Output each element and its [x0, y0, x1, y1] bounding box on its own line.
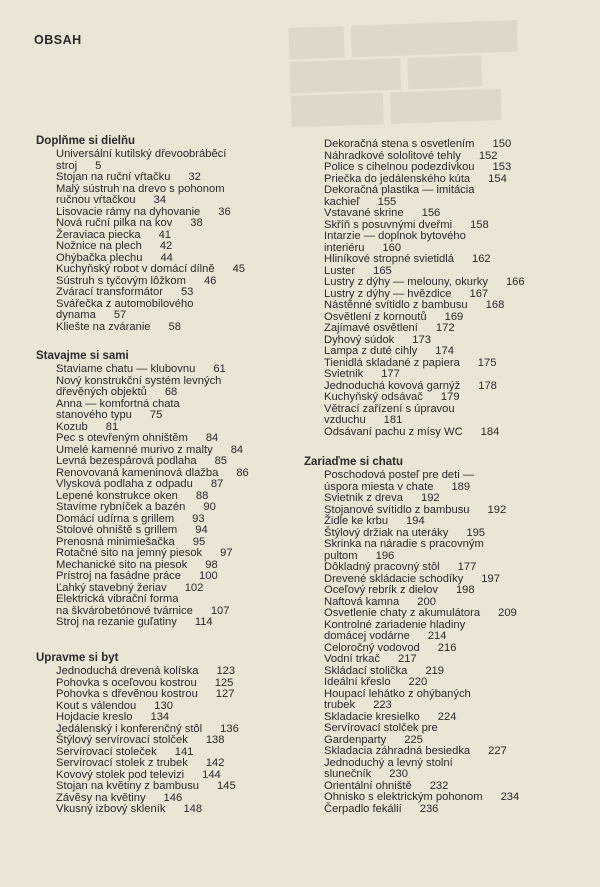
toc-page-number: 57 [113, 309, 127, 321]
toc-entry [36, 364, 298, 376]
toc-entry-title: Prístroj na fasádne práce [56, 570, 181, 582]
toc-entry-title: Renovovaná kameninová dlažba [56, 466, 219, 479]
section-stavajme-si-sami [36, 350, 298, 629]
toc-entry-title: Lepené konstrukce oken [56, 489, 178, 502]
toc-entry-title: Lampa z duté cihly [324, 345, 418, 357]
toc-page-number: 195 [466, 526, 486, 539]
toc-page-number: 177 [457, 561, 477, 573]
toc-page-number: 90 [203, 501, 216, 513]
toc-page-number: 141 [174, 745, 194, 758]
toc-entry-title: Anna — komfortná chata [56, 397, 180, 410]
toc-entry-title: Umelé kamenné murivo z malty [56, 443, 213, 456]
toc-entry-title: slunečník [324, 768, 372, 780]
toc-entry-title: Svietnik z dreva [324, 492, 403, 504]
section-title: Doplňme si dielňu [36, 135, 136, 147]
toc-page-number: 192 [420, 492, 440, 504]
toc-page-number: 86 [236, 466, 249, 479]
toc-entry [36, 149, 298, 172]
toc-page-number: 45 [232, 263, 246, 275]
toc-entry [304, 162, 566, 174]
toc-page-number: 93 [192, 512, 205, 525]
toc-entry [304, 516, 566, 528]
toc-page-number: 194 [406, 515, 425, 527]
toc-page-number: 75 [149, 409, 163, 421]
toc-entry [304, 254, 566, 266]
toc-entry [304, 427, 566, 439]
toc-page-number: 68 [164, 386, 178, 398]
toc-entry-title: Pohovka s oceľovou kostrou [56, 676, 197, 689]
toc-entry-title: dynama [56, 309, 96, 321]
toc-page-number: 223 [373, 699, 392, 711]
toc-page-number: 42 [159, 240, 173, 252]
toc-entry-title: Stojan na ruční vŕtačku [56, 171, 171, 183]
toc-entry [36, 479, 298, 491]
toc-entry [304, 689, 566, 712]
toc-entry [304, 562, 566, 574]
toc-page-number: 152 [478, 149, 498, 162]
toc-page-number: 87 [210, 478, 224, 490]
toc-entry-title: Tienidlá skladané z papiera [324, 356, 460, 369]
toc-page-number: 130 [154, 699, 173, 712]
toc-entry-title: Kout s válendou [56, 699, 137, 712]
toc-entry-title: Houpací lehátko z ohýbaných [324, 687, 471, 700]
toc-entry [36, 456, 298, 468]
toc-entry-title: Luster [324, 264, 356, 277]
toc-entry-title: Lisovacie rámy na dyhovanie [56, 205, 201, 218]
toc-entry-title: na škvárobetónové tvárnice [56, 604, 193, 617]
toc-entry [304, 369, 566, 381]
toc-entry-title: Dekoračná plastika — imitácia [324, 184, 475, 196]
toc-entry [304, 208, 566, 220]
toc-page-number: 220 [408, 676, 428, 688]
toc-page-number: 166 [505, 276, 525, 288]
toc-entry [304, 746, 566, 758]
page-title: OBSAH [34, 33, 82, 47]
toc-page-number: 169 [444, 310, 464, 323]
toc-entry-title: Servírovací stoleček [56, 745, 157, 758]
toc-page-number: 192 [487, 503, 507, 516]
toc-entry [36, 689, 298, 701]
toc-entry [304, 139, 566, 151]
toc-entry-title: Vkusný izbový skleník [56, 803, 166, 815]
toc-entry-title: Dekoračná stena s osvetlením [324, 138, 475, 150]
toc-entry [36, 571, 298, 583]
toc-entry-title: Poschodová posteľ pre deti — [324, 469, 475, 481]
toc-entry-title: Mechanické sito na piesok [56, 558, 188, 571]
toc-page-number: 53 [180, 286, 194, 298]
toc-entry-title: Jednoduchá kovová garnýž [324, 379, 461, 392]
toc-entry-title: Nožnice na plech [56, 240, 142, 252]
toc-page-number: 168 [485, 299, 505, 311]
toc-page-number: 5 [95, 159, 102, 172]
toc-entry-title: ručnou vŕtačkou [56, 194, 136, 206]
toc-entry-title: Jednoduchý a levný stolní [324, 756, 453, 769]
toc-entry-title: Svářečka z automobilového [56, 297, 194, 310]
bleed-through-text: ███ █████████ ██████ ████ █████ ██████ [288, 19, 518, 126]
toc-entry [36, 758, 298, 770]
toc-entry-title: Staviame chatu — klubovnu [56, 363, 196, 375]
toc-entry-title: Vĕtrací zařízení s úpravou [324, 402, 455, 415]
toc-page-number: 177 [381, 368, 400, 380]
toc-entry-title: Nová ruční pilka na kov [56, 217, 173, 229]
toc-entry-title: Osvetlenie chaty z akumulátora [324, 607, 481, 619]
toc-page-number: 107 [210, 604, 230, 617]
toc-entry-title: Gardenparty [324, 733, 387, 746]
section-upravme-si-byt [36, 652, 298, 816]
toc-entry-title: Zajímavé osvĕtlení [324, 322, 418, 334]
toc-page-number: 174 [435, 345, 454, 357]
toc-entry-title: úspora miesta v chate [324, 480, 434, 493]
toc-entry [304, 608, 566, 620]
toc-page-number: 145 [217, 780, 236, 792]
toc-page-number: 224 [437, 710, 457, 723]
toc-entry-title: Stavíme rybníček a bazén [56, 501, 186, 513]
toc-entry-title: pultom [324, 549, 358, 562]
toc-entry [304, 392, 566, 404]
toc-entry-title: Kontrolné zariadenie hladiny [324, 618, 466, 631]
toc-entry-title: Dôkladný pracovný stôl [324, 561, 440, 573]
toc-entry [36, 804, 298, 816]
toc-page-number: 165 [373, 264, 392, 277]
toc-page-number: 230 [389, 768, 408, 780]
toc-entry-title: Ohýbačka plechu [56, 251, 143, 264]
toc-entry-title: Sústruh s tyčovým lôžkom [56, 274, 186, 287]
toc-entry-title: Dyhový súdok [324, 333, 395, 346]
toc-entry-title: Police s cihelnou podezdívkou [324, 161, 475, 173]
toc-page-number: 100 [199, 570, 218, 582]
toc-entry [36, 594, 298, 617]
toc-page-number: 58 [168, 320, 181, 333]
toc-entry [304, 620, 566, 643]
toc-page-number: 198 [455, 584, 475, 596]
toc-entry-title: Drevené skládacie schodíky [324, 572, 464, 585]
toc-page-number: 134 [150, 711, 170, 723]
toc-entry [36, 735, 298, 747]
toc-entry-title: Jedálenský i konferenčný stôl [56, 722, 203, 735]
toc-entry-title: Skladacia záhradná besiedka [324, 745, 471, 757]
toc-page-number: 200 [417, 595, 436, 608]
toc-entry [304, 654, 566, 666]
toc-entry-title: Stolové ohništĕ s grillem [56, 524, 178, 536]
toc-entry [304, 300, 566, 312]
toc-entry-title: Vstavané skrine [324, 207, 404, 219]
toc-entry [304, 185, 566, 208]
toc-page-number: 102 [184, 581, 204, 594]
toc-entry-title: Universální kutilský dřevoobrábĕcí [56, 148, 227, 160]
toc-entry-title: Ideální křeslo [324, 676, 391, 688]
toc-entry-title: Servírovací stolček pre [324, 722, 438, 734]
section-doplnme-si-dielnu [36, 135, 298, 333]
toc-page-number: 138 [205, 734, 225, 746]
toc-page-number: 36 [218, 205, 231, 218]
toc-page-number: 153 [492, 161, 512, 173]
toc-page-number: 154 [488, 172, 507, 185]
toc-page-number: 158 [470, 218, 489, 231]
toc-page-number: 127 [215, 688, 235, 700]
toc-entry [36, 184, 298, 207]
toc-page-number: 136 [220, 722, 239, 735]
toc-entry-title: Odsávaní pachu z mísy WC [324, 425, 463, 438]
toc-page-number: 227 [488, 745, 507, 757]
toc-entry [304, 277, 566, 289]
toc-entry [36, 712, 298, 724]
toc-entry-title: trubek [324, 699, 356, 711]
toc-entry-title: Pohovka s dřevĕnou kostrou [56, 688, 198, 700]
toc-page-number: 95 [192, 535, 206, 548]
toc-entry-title: Náhradkové sololitové tehly [324, 149, 461, 162]
section-title: Upravme si byt [36, 652, 119, 664]
toc-page-number: 196 [375, 549, 395, 562]
toc-page-number: 61 [213, 363, 226, 375]
toc-entry-title: Štýlový držiak na uteráky [324, 526, 449, 539]
toc-page-number: 150 [492, 138, 512, 150]
toc-page-number: 155 [377, 195, 397, 208]
toc-entry-title: Skládací stolička [324, 664, 408, 677]
toc-entry-title: vzduchu [324, 414, 366, 426]
toc-entry-title: Orientální ohniště [324, 779, 412, 792]
toc-entry [36, 525, 298, 537]
toc-entry-title: domácej vodárne [324, 630, 410, 642]
toc-entry [304, 585, 566, 597]
toc-entry-title: Malý sústruh na drevo s pohonom [56, 182, 225, 195]
toc-entry-title: stroj [56, 159, 78, 172]
toc-page-number: 232 [429, 779, 449, 792]
toc-entry-title: Vlysková podlaha z odpadu [56, 478, 193, 490]
toc-entry-title: Servírovací stolek z trubek [56, 757, 188, 769]
toc-entry-title: Kuchyňský odsávač [324, 391, 423, 403]
toc-entry [304, 804, 566, 816]
toc-entry-title: Stojan na kvĕtiny z bambusu [56, 780, 200, 792]
toc-page-number: 184 [480, 425, 500, 438]
toc-entry-title: Kuchyňský robot v domácí dílnĕ [56, 263, 215, 275]
toc-entry-title: Skrinka na náradie s pracovným [324, 538, 484, 550]
toc-page-number: 234 [500, 791, 520, 803]
toc-entry [36, 241, 298, 253]
toc-page-number: 125 [214, 676, 234, 689]
section-upravme-si-byt-continued [304, 139, 566, 438]
toc-entry [304, 404, 566, 427]
toc-entry-title: Ľahký stavebný žeriav [56, 581, 167, 594]
toc-entry-title: Naftová kamna [324, 595, 400, 608]
section-zariadme-si-chatu [304, 456, 566, 815]
toc-entry [304, 231, 566, 254]
toc-page-number: 225 [404, 733, 423, 746]
toc-entry-title: Celoročný vodovod [324, 641, 420, 654]
toc-entry-title: Skladacie kresielko [324, 710, 420, 723]
toc-entry [36, 502, 298, 514]
toc-page-number: 219 [425, 664, 444, 677]
toc-entry [304, 470, 566, 493]
toc-page-number: 217 [397, 653, 417, 665]
toc-entry-title: Elektrická vibrační forma [56, 593, 179, 605]
toc-page-number: 88 [195, 489, 209, 502]
section-title: Stavajme si sami [36, 350, 129, 362]
toc-page-number: 85 [214, 455, 228, 467]
toc-entry-title: Domácí udírna s grillem [56, 512, 175, 525]
toc-page-number: 98 [205, 558, 218, 571]
toc-page-number: 175 [477, 356, 497, 369]
toc-page-number: 167 [469, 287, 489, 300]
toc-entry-title: Stojanové svítidlo z bambusu [324, 503, 470, 516]
toc-entry-title: Závĕsy na kvĕtiny [56, 791, 146, 804]
toc-page-number: 197 [481, 572, 500, 585]
toc-page-number: 144 [202, 768, 221, 781]
toc-entry [304, 677, 566, 689]
toc-entry-title: Intarzie — doplnok bytového [324, 230, 466, 242]
toc-entry-title: Oceľový rebrík z dielov [324, 584, 438, 596]
toc-entry [304, 323, 566, 335]
toc-page-number: 41 [158, 228, 172, 241]
toc-page-number: 32 [188, 171, 201, 183]
toc-page-number: 46 [203, 274, 217, 287]
toc-page-number: 142 [205, 757, 225, 769]
toc-page-number: 114 [194, 616, 213, 628]
toc-page-number: 162 [471, 253, 491, 265]
toc-entry-title: Stroj na rezanie guľatiny [56, 616, 177, 628]
toc-page-number: 216 [437, 641, 457, 654]
toc-page-number: 148 [183, 803, 203, 815]
toc-page-number: 156 [421, 207, 441, 219]
toc-entry [36, 322, 298, 334]
toc-entry [36, 548, 298, 560]
toc-entry-title: Nástĕnné svítidlo z bambusu [324, 299, 468, 311]
toc-entry [304, 758, 566, 781]
toc-entry-title: Židle ke krbu [324, 515, 389, 527]
toc-entry-title: Levná bezespárová podlaha [56, 455, 197, 467]
toc-page-number: 173 [412, 333, 431, 346]
toc-entry-title: Priečka do jedálenského kúta [324, 172, 471, 185]
toc-entry-title: Vodní trkač [324, 653, 380, 665]
toc-entry [304, 792, 566, 804]
toc-entry [36, 218, 298, 230]
toc-page-number: 84 [230, 443, 244, 456]
toc-page-number: 179 [440, 391, 460, 403]
section-title: Zariaďme si chatu [304, 456, 404, 468]
toc-entry-title: Svietnik [324, 368, 364, 380]
toc-entry [36, 299, 298, 322]
toc-entry [304, 493, 566, 505]
toc-entry-title: Hliníkové stropné svietidlá [324, 253, 454, 265]
toc-entry-title: Nový konstrukční systém levných [56, 374, 222, 387]
toc-entry [304, 346, 566, 358]
toc-entry [36, 172, 298, 184]
toc-entry-title: Kovový stolek pod televizi [56, 768, 185, 781]
toc-entry-title: Jednoduchá drevená kolíska [56, 665, 199, 677]
toc-entry [36, 399, 298, 422]
toc-entry [36, 666, 298, 678]
toc-entry-title: Lustry z dýhy — hvĕzdice [324, 287, 452, 300]
toc-entry [36, 376, 298, 399]
toc-page-number: 34 [153, 194, 167, 206]
toc-entry-title: Čerpadlo fekálií [324, 802, 402, 815]
toc-entry-title: kachieľ [324, 195, 360, 208]
toc-page-number: 146 [163, 791, 183, 804]
toc-entry [304, 539, 566, 562]
toc-entry-title: Lustry z dýhy — melouny, okurky [324, 276, 488, 288]
toc-page-number: 97 [220, 547, 233, 559]
toc-page-number: 172 [435, 322, 455, 334]
toc-entry-title: Žeraviaca piecka [56, 228, 141, 241]
toc-entry-title: Rotačné sito na jemný piesok [56, 547, 203, 559]
toc-entry-title: Štýlový servírovací stolček [56, 734, 188, 746]
toc-page-number: 81 [105, 420, 119, 433]
toc-page-number: 84 [205, 432, 219, 444]
toc-page-number: 160 [382, 241, 402, 254]
toc-entry-title: Skříň s posuvnými dveřmi [324, 218, 453, 231]
toc-page-number: 44 [160, 251, 173, 264]
toc-page-number: 38 [190, 217, 203, 229]
toc-entry [36, 617, 298, 629]
toc-page-number: 209 [498, 607, 517, 619]
toc-entry [36, 433, 298, 445]
toc-entry [36, 287, 298, 299]
toc-entry-title: Kliešte na zváranie [56, 320, 151, 333]
toc-entry-title: Hojdacie kreslo [56, 711, 133, 723]
toc-entry-title: Kozub [56, 420, 88, 433]
toc-entry-title: Prenosná minimiešačka [56, 535, 175, 548]
toc-entry [304, 723, 566, 746]
toc-page-number: 189 [451, 480, 471, 493]
toc-entry [36, 264, 298, 276]
toc-entry [36, 781, 298, 793]
toc-entry-title: Zvárací transformátor [56, 286, 163, 298]
toc-entry-title: dřevĕných objektů [56, 386, 147, 398]
toc-entry-title: Ohnisko s elektrickým pohonom [324, 791, 483, 803]
toc-page-number: 236 [419, 802, 439, 815]
toc-page-number: 178 [478, 379, 497, 392]
toc-entry-title: interiéru [324, 241, 365, 254]
toc-entry-title: stanového typu [56, 409, 132, 421]
toc-page-number: 94 [195, 524, 208, 536]
toc-page-number: 123 [216, 665, 236, 677]
toc-entry-title: Osvĕtlení z kornoutů [324, 310, 427, 323]
toc-page-number: 214 [427, 630, 447, 642]
toc-page-number: 181 [383, 414, 403, 426]
toc-entry-title: Pec s otevřeným ohništĕm [56, 432, 188, 444]
